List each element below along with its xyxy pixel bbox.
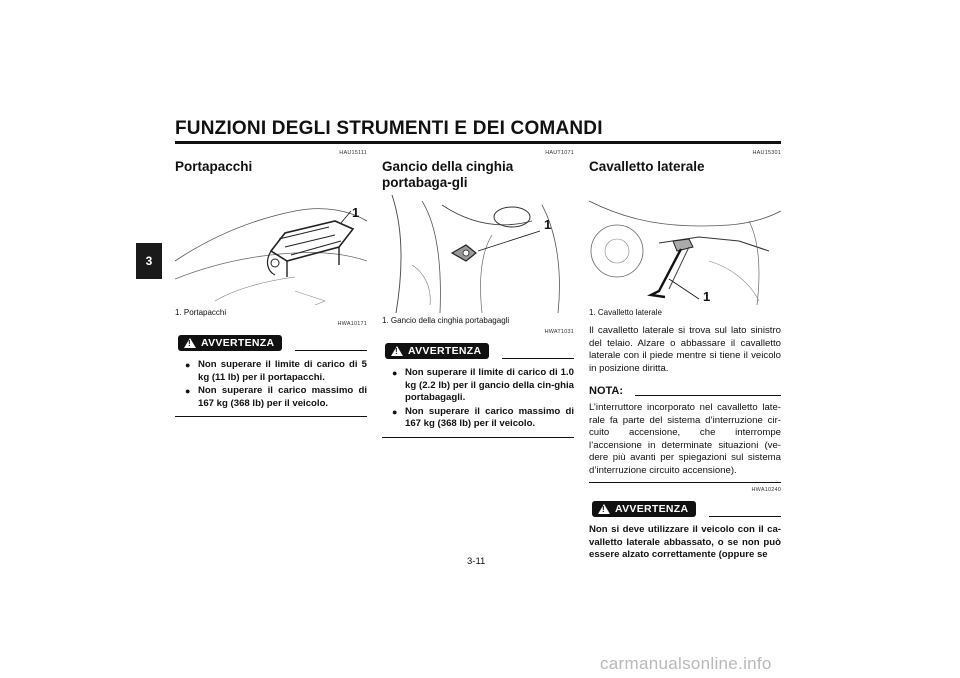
warning-list: [382, 367, 574, 431]
luggage-hook-illustration: [382, 195, 574, 313]
section-portapacchi: [175, 150, 367, 417]
section-title: Cavalletto laterale: [589, 159, 705, 174]
figure-caption: 1. Gancio della cinghia portabagagli: [382, 316, 510, 325]
warning-badge: [385, 343, 489, 359]
note-label: NOTA:: [589, 385, 624, 397]
section-cavalletto: [589, 150, 781, 562]
figure-callout: 1: [703, 289, 711, 304]
warning-item: ● Non superare il limite di carico di 5 kg (11 lb) per il portapacchi.: [175, 359, 367, 384]
section-code: HAU15301: [752, 150, 781, 156]
section-title: Gancio della cinghia portabaga-gli: [382, 159, 514, 190]
figure-gancio: [382, 195, 574, 313]
warning-end-rule: [175, 416, 367, 417]
warning-label: AVVERTENZA: [615, 503, 689, 515]
warning-label: AVVERTENZA: [201, 337, 275, 349]
warning-header: [589, 499, 781, 519]
page-header-title: FUNZIONI DEGLI STRUMENTI E DEI COMANDI: [175, 118, 603, 139]
note-header: [589, 385, 781, 399]
warning-triangle-icon: [598, 504, 610, 514]
note-end-rule: [589, 482, 781, 483]
chapter-tab: 3: [136, 243, 162, 279]
warning-end-rule: [382, 437, 574, 438]
warning-item: ● Non superare il carico massimo di 167 kg (368 lb) per il veicolo.: [175, 385, 367, 410]
warning-header: [175, 333, 367, 353]
warning-code: HWAT1031: [544, 329, 574, 335]
warning-rule: [295, 350, 367, 351]
warning-triangle-icon: [184, 338, 196, 348]
warning-list: [175, 359, 367, 410]
section-code: HAUT1071: [545, 150, 574, 156]
page-number: 3-11: [467, 556, 486, 567]
warning-code: HWA10171: [337, 321, 367, 327]
warning-badge: [592, 501, 696, 517]
side-stand-illustration: [589, 181, 781, 305]
figure-caption: 1. Cavalletto laterale: [589, 308, 662, 317]
rear-rack-illustration: [175, 181, 367, 305]
section-title: Portapacchi: [175, 159, 253, 174]
figure-caption: 1. Portapacchi: [175, 308, 227, 317]
warning-header: [382, 341, 574, 361]
warning-rule: [502, 358, 574, 359]
warning-badge: [178, 335, 282, 351]
figure-callout: 1: [352, 205, 360, 220]
figure-callout: 1: [544, 217, 552, 232]
body-paragraph: Il cavalletto laterale si trova sul lato sinistro del telaio. Alzare o abbassare il cavalletto laterale con il piede mentre si tiene il veicolo in posizione diritta.: [589, 325, 781, 374]
warning-label: AVVERTENZA: [408, 345, 482, 357]
warning-item: ● Non superare il limite di carico di 1.0 kg (2.2 lb) per il gancio della cin-ghia portabagagli.: [382, 367, 574, 405]
warning-item: ● Non superare il carico massimo di 167 kg (368 lb) per il veicolo.: [382, 406, 574, 431]
note-rule: [635, 395, 781, 396]
figure-cavalletto: [589, 181, 781, 305]
section-gancio: [382, 150, 574, 438]
note-text: L’interruttore incorporato nel cavalletto late-rale fa parte del sistema d’interruzione cir-cuito accensione, che interrompe l’accensione in determinate situazioni (ve-dere più avanti per spiegazioni sul sistema d’interruzione circuito accensione).: [589, 402, 781, 476]
warning-code: HWA10240: [751, 487, 781, 493]
section-code: HAU15111: [339, 150, 367, 156]
watermark-text: carmanualsonline.info: [600, 654, 772, 673]
warning-triangle-icon: [391, 346, 403, 356]
warning-rule: [709, 516, 781, 517]
warning-text: Non si deve utilizzare il veicolo con il ca-valletto laterale abbassato, o se non può essere alzato correttamente (oppure se: [589, 524, 781, 560]
header-rule: [175, 141, 781, 144]
figure-portapacchi: [175, 181, 367, 305]
